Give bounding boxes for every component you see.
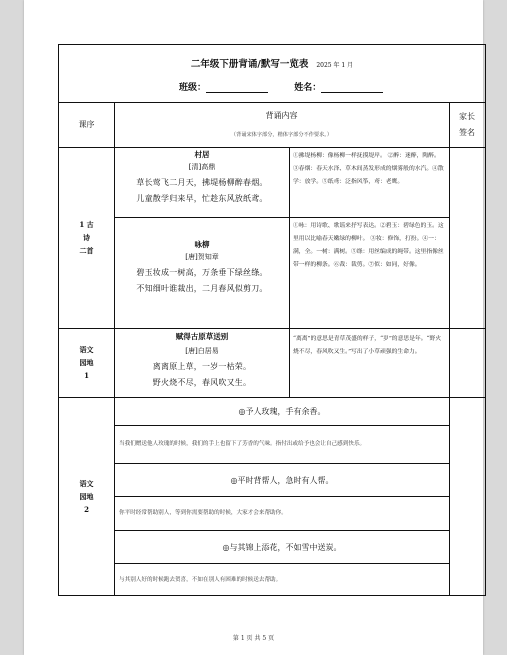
header-content: 背诵内容 <box>265 111 298 120</box>
saying-3-explain: 与其别人好的时候跑去贺喜，不如在别人有困难的时候送去帮助。 <box>119 576 282 583</box>
poem-yongliu <box>115 221 289 327</box>
poem2-title: 咏柳 <box>194 240 210 249</box>
poem1-line1: 草长莺飞二月天，拂堤杨柳醉春烟。 <box>136 178 268 187</box>
recitation-table <box>58 44 486 596</box>
poem2-note: ①咏：用诗歌、歌谣来抒写表达。②碧玉：碧绿色的玉。这里用以比喻春天嫩绿的柳叶。 ③妆：修饰，打扮。④一：满，全。一树：满树。⑤绦：用丝编成的绳带。这里指像丝带一样的柳条。⑥裁：裁剪。⑦似：如同，好像。 <box>293 223 444 268</box>
page-footer: 第 1 页 共 5 页 <box>232 635 275 642</box>
poem2-line2: 不知细叶谁裁出，二月春风似剪刀。 <box>136 284 268 293</box>
poem3-note: “离离”的意思是青草茂盛的样子，“岁”的意思是年。“野火烧不尽，春风吹又生。”写出了小草顽强的生命力。 <box>293 336 442 355</box>
saying-1: ◎予人玫瑰，手有余香。 <box>238 407 326 416</box>
unit3-line3: 2 <box>84 505 89 514</box>
class-label: 班级： <box>179 83 207 93</box>
unit-garden-1 <box>59 328 114 397</box>
student-info-row <box>179 80 383 93</box>
poem3-line1: 离离原上草，一岁一枯荣。 <box>152 362 252 371</box>
saying-2: ◎平时背帮人，急时有人帮。 <box>230 475 334 485</box>
page-title <box>59 56 485 70</box>
header-course: 课序 <box>78 120 95 129</box>
header-parent-sign <box>449 102 485 147</box>
saying-1-explain: 当我们赠送他人玫瑰的时候，我们的手上也留下了芳香的气味。指付出或给予也会让自己感到快乐。 <box>119 441 366 447</box>
unit2-line2: 园地 <box>79 358 94 367</box>
header-sign: 签名 <box>459 127 475 137</box>
poem1-author: [清]高鼎 <box>188 163 216 171</box>
header-parent: 家长 <box>459 111 475 121</box>
poem1-line2: 儿童散学归来早，忙趁东风放纸鸢。 <box>136 194 268 203</box>
parent-sign-cell-2[interactable] <box>450 329 485 397</box>
poem2-line1: 碧玉妆成一树高，万条垂下绿丝绦。 <box>136 268 268 277</box>
poem3-title: 赋得古原草送别 <box>175 332 229 341</box>
poem1-note: ①拂堤杨柳：像杨柳一样抚摸堤岸。 ②醉：迷醉，陶醉。 ③春烟：春天水泽、草木间蒸发形成的烟雾般的水汽。④散学：放学。⑤纸鸢：泛指风筝，鸢：老鹰。 <box>293 153 444 185</box>
title-date: 2025 年 1 月 <box>316 62 354 69</box>
unit1-line3: 二首 <box>79 246 94 255</box>
unit3-line1: 语文 <box>79 479 94 488</box>
unit1-line1: 1 古 <box>79 220 94 229</box>
header-content-cell <box>114 102 449 147</box>
poem1-title: 村居 <box>194 150 210 159</box>
name-blank[interactable] <box>321 83 383 93</box>
poem2-author: [唐]贺知章 <box>185 253 219 261</box>
unit-garden-2 <box>59 397 114 596</box>
poem3-author: [唐]白居易 <box>185 347 219 355</box>
parent-sign-cell-1[interactable] <box>450 148 485 328</box>
document-page <box>24 0 483 655</box>
poem-fudegu <box>115 331 289 397</box>
saying-3: ◎与其锦上添花，不如雪中送炭。 <box>222 542 342 552</box>
class-blank[interactable] <box>206 83 268 93</box>
poem-cunju <box>115 149 289 217</box>
name-label: 姓名： <box>294 83 322 93</box>
title-text: 二年级下册背诵/默写一览表 <box>190 59 309 70</box>
unit1-line2: 诗 <box>83 233 90 242</box>
header-content-note: （背诵宋体字部分，楷体字部分不作要求。） <box>230 132 333 138</box>
unit-ancient-poems <box>59 147 114 328</box>
rule-section1-bottom <box>59 328 485 329</box>
poem3-line2: 野火烧不尽，春风吹又生。 <box>152 378 252 387</box>
unit2-line3: 1 <box>84 371 89 380</box>
saying-2-explain: 你平时经常帮助别人，等到你需要帮助的时候，大家才会来帮助你。 <box>119 510 287 516</box>
unit3-line2: 园地 <box>79 492 94 501</box>
parent-sign-cell-3[interactable] <box>450 398 485 596</box>
unit2-line1: 语文 <box>79 345 94 354</box>
